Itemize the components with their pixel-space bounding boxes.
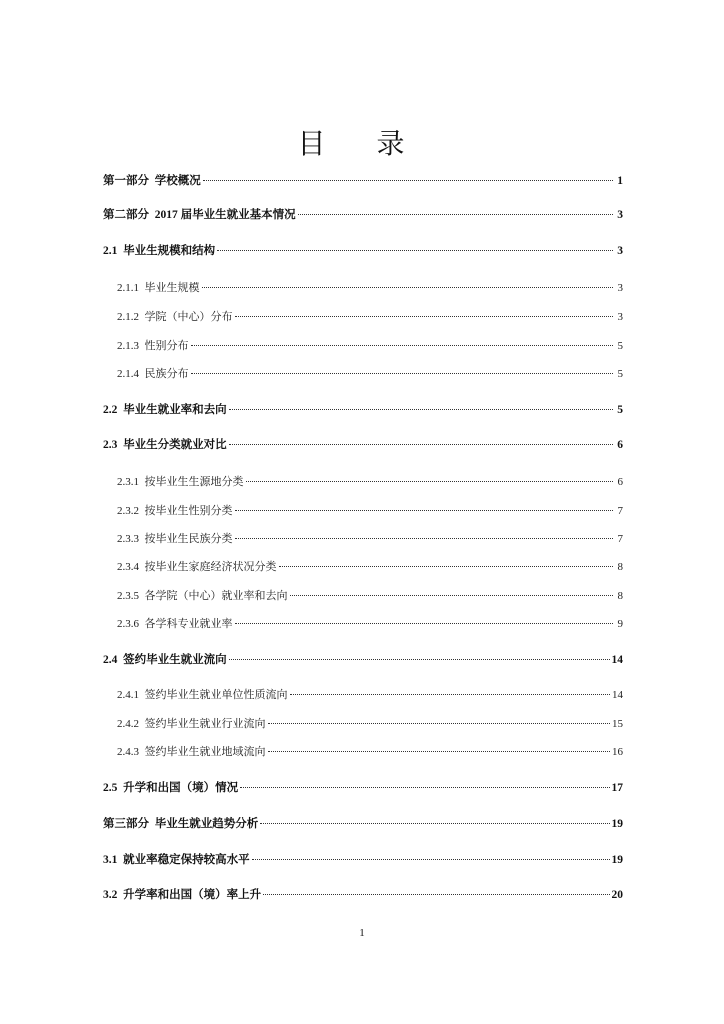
toc-entry-label: 2.1 毕业生规模和结构 xyxy=(103,245,216,257)
toc-leader-dots xyxy=(191,373,614,374)
toc-entry[interactable] xyxy=(103,403,623,417)
toc-entry-page: 15 xyxy=(612,718,623,730)
toc-entry-page: 19 xyxy=(611,854,623,866)
toc-leader-dots xyxy=(252,859,610,860)
toc-entry-label: 第二部分 2017 届毕业生就业基本情况 xyxy=(103,209,296,221)
toc-entry-page: 9 xyxy=(617,618,623,630)
toc-entry[interactable] xyxy=(117,589,623,603)
toc-entry-label: 2.4 签约毕业生就业流向 xyxy=(103,654,227,666)
toc-leader-dots xyxy=(268,723,611,724)
toc-leader-dots xyxy=(290,595,614,596)
toc-entry-label: 2.1.3 性别分布 xyxy=(117,340,189,352)
toc-leader-dots xyxy=(203,180,613,181)
toc-entry-page: 7 xyxy=(617,533,623,545)
toc-entry[interactable] xyxy=(103,781,623,795)
toc-leader-dots xyxy=(240,787,609,788)
toc-entry-label: 2.2 毕业生就业率和去向 xyxy=(103,404,227,416)
toc-leader-dots xyxy=(235,623,614,624)
toc-entry-label: 2.5 升学和出国（境）情况 xyxy=(103,782,239,794)
toc-entry-page: 17 xyxy=(611,782,623,794)
toc-entry-page: 1 xyxy=(617,175,623,187)
toc-leader-dots xyxy=(202,287,614,288)
toc-entry-label: 2.3.1 按毕业生生源地分类 xyxy=(117,476,244,488)
toc-entry[interactable] xyxy=(103,174,623,188)
toc-entry-label: 2.1.1 毕业生规模 xyxy=(117,282,200,294)
toc-leader-dots xyxy=(235,538,614,539)
toc-entry-label: 3.2 升学率和出国（境）率上升 xyxy=(103,889,262,901)
toc-entry-label: 2.3 毕业生分类就业对比 xyxy=(103,439,227,451)
toc-entry-label: 2.1.4 民族分布 xyxy=(117,368,189,380)
toc-entry-label: 3.1 就业率稳定保持较高水平 xyxy=(103,854,250,866)
toc-entry[interactable] xyxy=(117,560,623,574)
toc-entry-page: 6 xyxy=(617,476,623,488)
toc-leader-dots xyxy=(229,444,613,445)
toc-entry-page: 5 xyxy=(617,340,623,352)
toc-leader-dots xyxy=(217,250,613,251)
toc-entry-page: 3 xyxy=(617,245,623,257)
toc-leader-dots xyxy=(235,316,614,317)
toc-entry-page: 8 xyxy=(617,590,623,602)
toc-entry[interactable] xyxy=(117,310,623,324)
toc-entry-page: 7 xyxy=(617,505,623,517)
toc-entry[interactable] xyxy=(117,504,623,518)
toc-entry-page: 14 xyxy=(611,654,623,666)
page-title: 目 录 xyxy=(297,129,427,160)
toc-leader-dots xyxy=(229,409,613,410)
toc-entry[interactable] xyxy=(117,339,623,353)
toc-leader-dots xyxy=(229,659,610,660)
toc-entry-label: 2.4.2 签约毕业生就业行业流向 xyxy=(117,718,266,730)
toc-entry-page: 6 xyxy=(617,439,623,451)
toc-leader-dots xyxy=(235,510,614,511)
toc-entry-page: 8 xyxy=(617,561,623,573)
toc-entry-label: 2.3.6 各学科专业就业率 xyxy=(117,618,233,630)
toc-entry-label: 2.1.2 学院（中心）分布 xyxy=(117,311,233,323)
toc-entry-page: 20 xyxy=(611,889,623,901)
toc-entry[interactable] xyxy=(117,532,623,546)
toc-entry-label: 2.3.5 各学院（中心）就业率和去向 xyxy=(117,590,288,602)
toc-leader-dots xyxy=(191,345,614,346)
toc-entry-page: 3 xyxy=(617,311,623,323)
toc-entry-page: 5 xyxy=(617,404,623,416)
toc-entry[interactable] xyxy=(103,888,623,902)
toc-entry-page: 14 xyxy=(612,689,623,701)
toc-entry-label: 2.3.4 按毕业生家庭经济状况分类 xyxy=(117,561,277,573)
toc-leader-dots xyxy=(260,823,609,824)
toc-entry-label: 2.3.2 按毕业生性别分类 xyxy=(117,505,233,517)
toc-entry[interactable] xyxy=(103,653,623,667)
toc-entry[interactable] xyxy=(103,208,623,222)
toc-entry[interactable] xyxy=(117,281,623,295)
toc-entry[interactable] xyxy=(117,717,623,731)
toc-entry[interactable] xyxy=(117,475,623,489)
toc-leader-dots xyxy=(263,894,609,895)
toc-leader-dots xyxy=(268,751,611,752)
toc-leader-dots xyxy=(246,481,614,482)
toc-entry[interactable] xyxy=(117,688,623,702)
toc-entry[interactable] xyxy=(117,617,623,631)
toc-entry-label: 2.4.3 签约毕业生就业地域流向 xyxy=(117,746,266,758)
toc-leader-dots xyxy=(290,694,611,695)
toc-entry-page: 16 xyxy=(612,746,623,758)
toc-entry[interactable] xyxy=(117,745,623,759)
toc-entry-page: 3 xyxy=(617,282,623,294)
page-number: 1 xyxy=(359,927,365,939)
toc-leader-dots xyxy=(279,566,614,567)
toc-entry-label: 第三部分 毕业生就业趋势分析 xyxy=(103,818,259,830)
toc-entry[interactable] xyxy=(103,817,623,831)
toc-entry-page: 3 xyxy=(617,209,623,221)
toc-entry[interactable] xyxy=(117,367,623,381)
toc-entry[interactable] xyxy=(103,244,623,258)
toc-entry-page: 19 xyxy=(611,818,623,830)
toc-entry-label: 2.3.3 按毕业生民族分类 xyxy=(117,533,233,545)
toc-entry-page: 5 xyxy=(617,368,623,380)
toc-entry-label: 2.4.1 签约毕业生就业单位性质流向 xyxy=(117,689,288,701)
toc-entry[interactable] xyxy=(103,853,623,867)
toc-leader-dots xyxy=(298,214,613,215)
toc-entry[interactable] xyxy=(103,438,623,452)
toc-entry-label: 第一部分 学校概况 xyxy=(103,175,201,187)
